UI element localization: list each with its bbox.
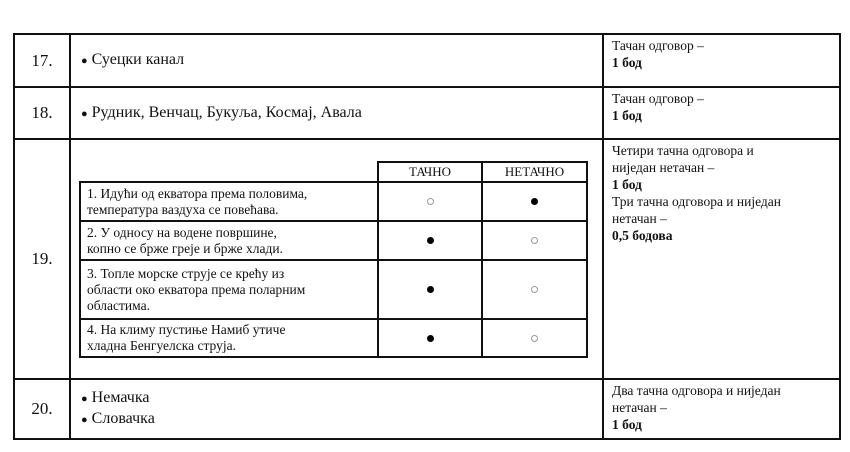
statement-line: хладна Бенгуелска струја. — [87, 338, 236, 353]
table-border-bottom — [13, 438, 841, 440]
scoring-text: Два тачна одговора и ниједан — [612, 383, 781, 398]
scoring-points: 1 бод — [612, 108, 642, 123]
bullet-icon: ● — [81, 414, 88, 426]
scoring-cell — [604, 142, 839, 244]
tacno-mark — [379, 320, 481, 356]
netacno-mark — [483, 222, 586, 259]
tacno-mark — [379, 183, 481, 220]
scoring-points: 1 бод — [612, 55, 642, 70]
table-border-right — [839, 33, 841, 440]
scoring-text: Три тачна одговора и ниједан — [612, 194, 782, 209]
scoring-text: нетачан – — [612, 211, 667, 226]
statement-line: области око екватора према поларним — [87, 281, 306, 297]
statement-line: 3. Топле морске струје се крећу из — [87, 265, 285, 281]
scoring-cell — [604, 37, 839, 71]
bullet-icon: ● — [81, 393, 88, 405]
filled-dot-icon — [427, 237, 434, 244]
column-header-tacno: ТАЧНО — [409, 164, 451, 179]
statement-1 — [81, 183, 377, 220]
scoring-text: ниједан нетачан – — [612, 160, 715, 175]
answer-item: ● Словачка — [81, 410, 155, 427]
answer-cell — [71, 88, 602, 138]
statement-line: 2. У односу на водене површине, — [87, 224, 277, 240]
inner-line — [586, 161, 588, 358]
scoring-cell — [604, 382, 839, 433]
bullet-icon: ● — [81, 55, 88, 67]
scoring-text: нетачан – — [612, 400, 667, 415]
statement-line: 1. Идући од екватора према половима, — [87, 185, 308, 201]
answer-item: ● Рудник, Венчац, Букуља, Космај, Авала — [81, 103, 362, 121]
answer-cell — [71, 380, 602, 438]
tacno-mark — [379, 222, 481, 259]
statement-line: температура ваздуха се повећава. — [87, 201, 279, 217]
statement-line: областима. — [87, 297, 150, 313]
filled-dot-icon — [427, 335, 434, 342]
question-number: 17. — [31, 50, 53, 70]
question-number: 18. — [31, 103, 53, 122]
netacno-mark — [483, 320, 586, 356]
scoring-text: Тачан одговор – — [612, 38, 704, 53]
question-number: 19. — [31, 249, 53, 268]
scoring-points: 1 бод — [612, 417, 642, 432]
tacno-mark — [379, 261, 481, 318]
empty-circle-icon — [531, 286, 538, 293]
answer-item: ● Суецки канал — [81, 51, 185, 68]
answer-item: ● Немачка — [81, 389, 150, 406]
netacno-mark — [483, 261, 586, 318]
statement-line: 4. На климу пустиње Намиб утиче — [87, 322, 286, 337]
statement-line: копно се брже греје и брже хлади. — [87, 240, 283, 256]
filled-dot-icon — [427, 286, 434, 293]
scoring-points: 1 бод — [612, 177, 642, 192]
scoring-points: 0,5 бодова — [612, 228, 673, 243]
inner-line — [79, 356, 588, 358]
statement-4 — [81, 320, 377, 356]
empty-circle-icon — [427, 198, 434, 205]
bullet-icon: ● — [81, 107, 88, 120]
filled-dot-icon — [531, 198, 538, 205]
scoring-cell — [604, 90, 839, 124]
empty-circle-icon — [531, 237, 538, 244]
empty-circle-icon — [531, 335, 538, 342]
scoring-text: Четири тачна одговора и — [612, 143, 754, 158]
question-number: 20. — [31, 399, 53, 418]
netacno-mark — [483, 183, 586, 220]
scoring-text: Тачан одговор – — [612, 91, 704, 106]
column-header-netacno: НЕТАЧНО — [504, 164, 565, 179]
statement-3 — [81, 261, 377, 318]
answer-cell — [71, 35, 602, 86]
statement-2 — [81, 222, 377, 259]
row-divider — [13, 138, 841, 140]
